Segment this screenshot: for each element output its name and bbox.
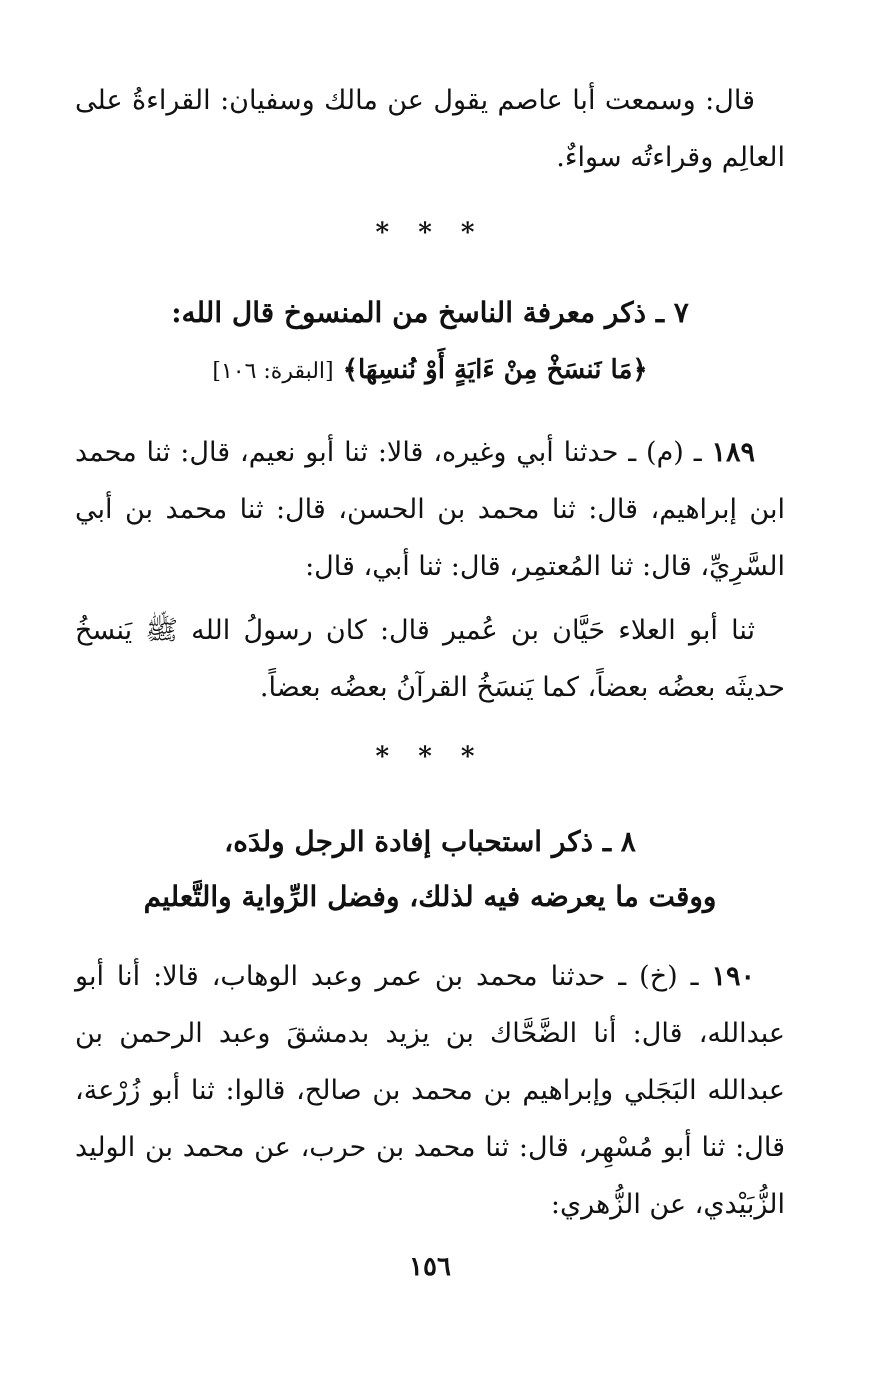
hadith-text: ـ (م) ـ حدثنا أبي وغيره، قالا: ثنا أبو نعيم، قال: ثنا محمد ابن إبراهيم، قال: ثنا محمد بن الحسن، قال: ثنا محمد بن أبي السَّرِيِّ، قال: ثنا المُعتمِر، قال: ثنا أبي، قال: — [75, 437, 785, 582]
paragraph-text: ثنا أبو العلاء حَيَّان بن عُمير قال: كان رسولُ الله ﷺ يَنسخُ حديثَه بعضُه بعضاً، كما يَنسَخُ القرآنُ بعضُه بعضاً. — [75, 615, 785, 703]
hadith-text: ـ (خ) ـ حدثنا محمد بن عمر وعبد الوهاب، قالا: أنا أبو عبدالله، قال: أنا الضَّحَّاك بن يزيد بدمشقَ وعبد الرحمن بن عبدالله البَجَلي وإبراهيم بن محمد بن صالح، قالوا: ثنا أبو زُرْعة، قال: ثنا أبو مُسْهِر، قال: ثنا محمد بن حرب، عن محمد بن الوليد الزُّبَيْدي، عن الزُّهري: — [75, 961, 785, 1220]
section-separator: * * * — [375, 218, 485, 248]
page-number: ١٥٦ — [409, 1252, 451, 1282]
paragraph-text: قال: وسمعت أبا عاصم يقول عن مالك وسفيان: القراءةُ على العالِم وقراءتُه سواءٌ. — [75, 85, 785, 173]
verse-text: ﴿مَا نَنسَخْ مِنْ ءَايَةٍ أَوْ نُنسِهَا﴾ — [342, 355, 648, 385]
section-heading-8-line-1: ٨ ـ ذكر استحباب إفادة الرجل ولدَه، — [224, 825, 636, 858]
hadith-190 — [75, 948, 785, 1233]
paragraph-abu-al-ala — [75, 602, 785, 716]
hadith-number: ١٩٠ — [711, 961, 755, 992]
book-page — [75, 0, 785, 1389]
hadith-189 — [75, 424, 785, 595]
section-heading-8-line-2: ووقت ما يعرضه فيه لذلك، وفضل الرِّواية والتَّعليم — [143, 880, 717, 913]
paragraph-qala-wa-samitu — [75, 72, 785, 186]
hadith-number: ١٨٩ — [711, 437, 755, 468]
section-separator: * * * — [375, 742, 485, 772]
section-heading-7: ٧ ـ ذكر معرفة الناسخ من المنسوخ قال الله: — [171, 296, 689, 329]
verse-reference: [البقرة: ١٠٦] — [212, 359, 334, 384]
quran-verse — [75, 345, 785, 397]
